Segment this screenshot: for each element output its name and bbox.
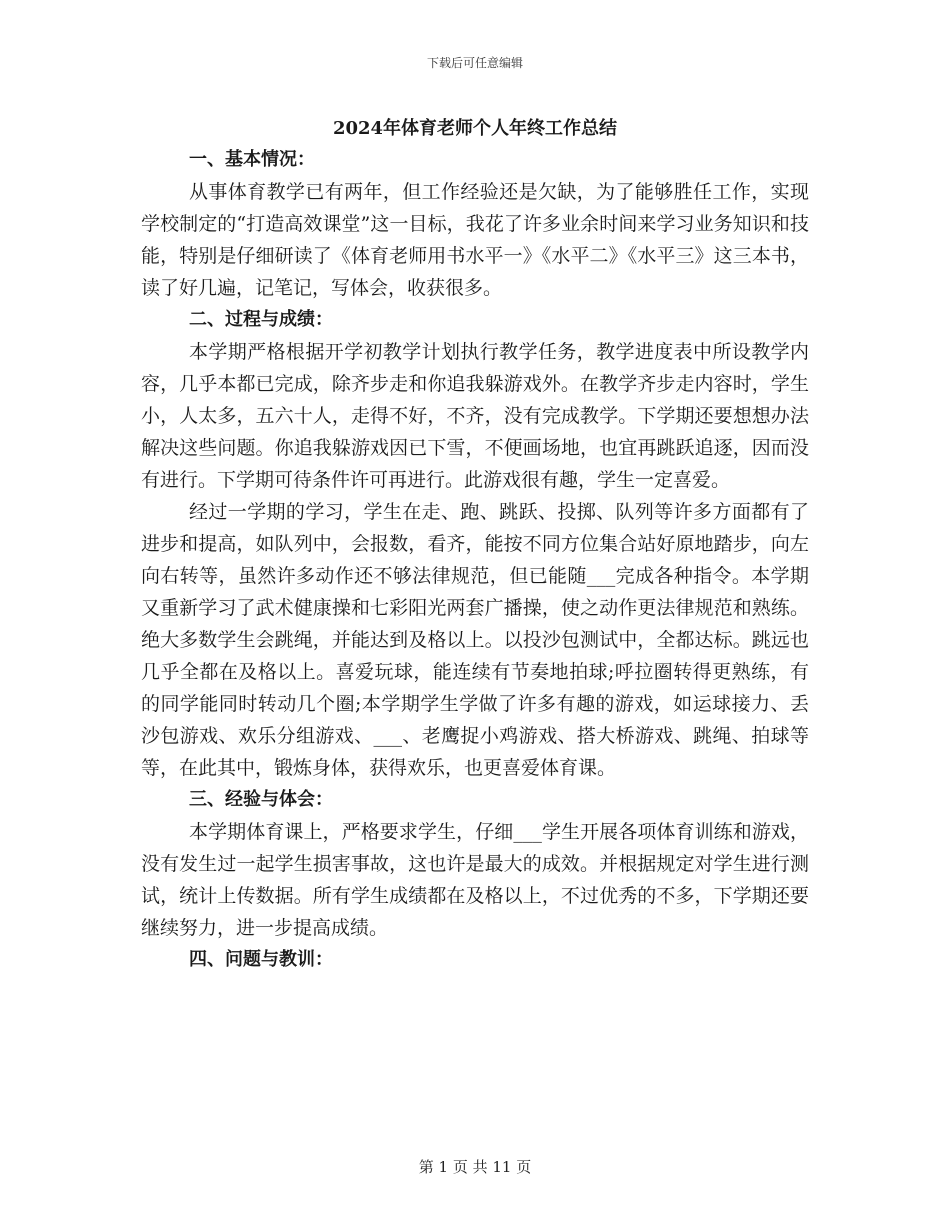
section-heading-process-results: 二、过程与成绩： <box>189 309 333 330</box>
document-body <box>141 144 809 976</box>
section-heading-basic-situation: 一、基本情况： <box>189 149 315 170</box>
document-title: 2024年体育老师个人年终工作总结 <box>332 118 618 139</box>
header-note: 下载后可任意编辑 <box>426 56 523 70</box>
section-heading-problems: 四、问题与教训： <box>189 949 333 970</box>
paragraph: 本学期体育课上，严格要求学生，仔细___学生开展各项体育训练和游戏，没有发生过一起学生损害事故，这也许是最大的成效。并根据规定对学生进行测试，统计上传数据。所有学生成绩都在及格以上，不过优秀的不多，下学期还要继续努力，进一步提高成绩。 <box>141 821 809 939</box>
paragraph: 从事体育教学已有两年，但工作经验还是欠缺，为了能够胜任工作，实现学校制定的“打造高效课堂”这一目标，我花了许多业余时间来学习业务知识和技能，特别是仔细研读了《体育老师用书水平一》《水平二》《水平三》这三本书，读了好几遍，记笔记，写体会，收获很多。 <box>141 181 809 299</box>
page-footer: 第 1 页 共 11 页 <box>418 1158 532 1176</box>
paragraph: 本学期严格根据开学初教学计划执行教学任务，教学进度表中所设教学内容，几乎本都已完成，除齐步走和你追我躲游戏外。在教学齐步走内容时，学生小，人太多，五六十人，走得不好，不齐，没有完成教学。下学期还要想想办法解决这些问题。你追我躲游戏因已下雪，不便画场地，也宜再跳跃追逐，因而没有进行。下学期可待条件许可再进行。此游戏很有趣，学生一定喜爱。 <box>141 341 809 491</box>
section-heading-experience: 三、经验与体会： <box>189 789 333 810</box>
paragraph: 经过一学期的学习，学生在走、跑、跳跃、投掷、队列等许多方面都有了进步和提高，如队列中，会报数，看齐，能按不同方位集合站好原地踏步，向左向右转等，虽然许多动作还不够法律规范，但已能随___完成各种指令。本学期又重新学习了武术健康操和七彩阳光两套广播操，使之动作更法律规范和熟练。绝大多数学生会跳绳，并能达到及格以上。以投沙包测试中，全都达标。跳远也几乎全都在及格以上。喜爱玩球，能连续有节奏地拍球;呼拉圈转得更熟练，有的同学能同时转动几个圈;本学期学生学做了许多有趣的游戏，如运球接力、丢沙包游戏、欢乐分组游戏、___、老鹰捉小鸡游戏、搭大桥游戏、跳绳、拍球等等，在此其中，锻炼身体，获得欢乐，也更喜爱体育课。 <box>141 501 809 779</box>
